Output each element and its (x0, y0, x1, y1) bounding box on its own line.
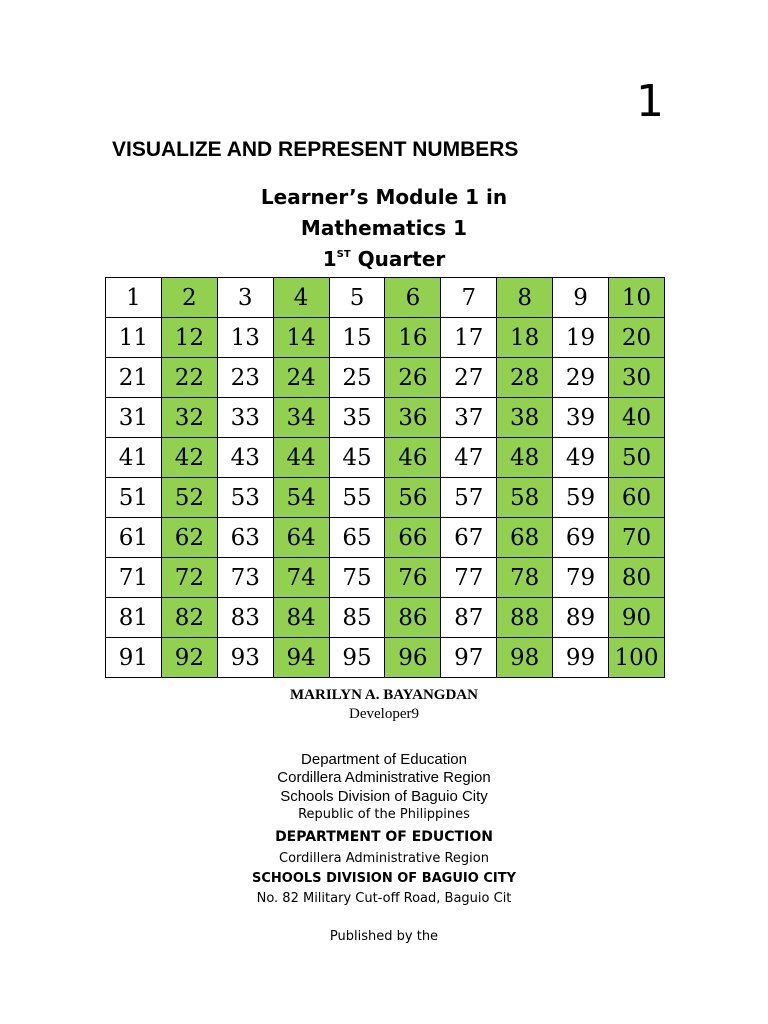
chart-cell: 3 (217, 278, 273, 318)
chart-cell: 89 (553, 598, 609, 638)
chart-cell: 95 (329, 638, 385, 678)
chart-cell: 58 (497, 478, 553, 518)
chart-cell: 75 (329, 558, 385, 598)
chart-cell: 83 (217, 598, 273, 638)
chart-cell: 99 (553, 638, 609, 678)
chart-cell: 79 (553, 558, 609, 598)
chart-cell: 44 (273, 438, 329, 478)
chart-row (106, 558, 665, 598)
publisher-division: Schools Division of Baguio City (280, 788, 488, 805)
chart-cell: 26 (385, 358, 441, 398)
department-heading: DEPARTMENT OF EDUCTION (275, 829, 493, 845)
chart-cell: 71 (106, 558, 162, 598)
chart-cell: 13 (217, 318, 273, 358)
chart-cell: 43 (217, 438, 273, 478)
chart-cell: 94 (273, 638, 329, 678)
chart-cell: 41 (106, 438, 162, 478)
chart-cell: 77 (441, 558, 497, 598)
chart-cell: 57 (441, 478, 497, 518)
chart-cell: 48 (497, 438, 553, 478)
chart-cell: 16 (385, 318, 441, 358)
chart-cell: 88 (497, 598, 553, 638)
chart-cell: 11 (106, 318, 162, 358)
chart-cell: 9 (553, 278, 609, 318)
chart-cell: 73 (217, 558, 273, 598)
chart-cell: 90 (609, 598, 665, 638)
module-title: VISUALIZE AND REPRESENT NUMBERS (112, 138, 519, 161)
chart-cell: 66 (385, 518, 441, 558)
chart-cell: 19 (553, 318, 609, 358)
chart-cell: 34 (273, 398, 329, 438)
chart-cell: 25 (329, 358, 385, 398)
chart-row (106, 358, 665, 398)
chart-cell: 70 (609, 518, 665, 558)
chart-cell: 56 (385, 478, 441, 518)
chart-cell: 21 (106, 358, 162, 398)
chart-cell: 37 (441, 398, 497, 438)
quarter-suffix: ST (336, 249, 351, 260)
chart-cell: 49 (553, 438, 609, 478)
published-by: Published by the (329, 929, 439, 944)
chart-cell: 81 (106, 598, 162, 638)
chart-cell: 80 (609, 558, 665, 598)
page-number: 1 (636, 76, 664, 127)
chart-cell: 4 (273, 278, 329, 318)
publisher-region: Cordillera Administrative Region (277, 769, 491, 786)
chart-cell: 67 (441, 518, 497, 558)
chart-cell: 50 (609, 438, 665, 478)
chart-cell: 31 (106, 398, 162, 438)
quarter-number: 1 (322, 247, 337, 271)
chart-cell: 1 (106, 278, 162, 318)
chart-cell: 33 (217, 398, 273, 438)
chart-cell: 51 (106, 478, 162, 518)
department-division: SCHOOLS DIVISION OF BAGUIO CITY (252, 871, 516, 886)
chart-cell: 36 (385, 398, 441, 438)
author-name: MARILYN A. BAYANGDAN (290, 687, 478, 703)
chart-cell: 2 (161, 278, 217, 318)
chart-cell: 45 (329, 438, 385, 478)
chart-cell: 42 (161, 438, 217, 478)
chart-cell: 39 (553, 398, 609, 438)
author-role: Developer9 (349, 706, 419, 722)
chart-cell: 35 (329, 398, 385, 438)
chart-row (106, 638, 665, 678)
chart-cell: 22 (161, 358, 217, 398)
chart-cell: 46 (385, 438, 441, 478)
chart-row (106, 398, 665, 438)
chart-cell: 55 (329, 478, 385, 518)
quarter-word: Quarter (357, 247, 446, 271)
chart-cell: 5 (329, 278, 385, 318)
chart-cell: 91 (106, 638, 162, 678)
chart-cell: 6 (385, 278, 441, 318)
chart-cell: 86 (385, 598, 441, 638)
chart-cell: 12 (161, 318, 217, 358)
chart-cell: 69 (553, 518, 609, 558)
chart-cell: 87 (441, 598, 497, 638)
chart-cell: 14 (273, 318, 329, 358)
chart-row (106, 518, 665, 558)
chart-cell: 17 (441, 318, 497, 358)
publisher-country: Republic of the Philippines (298, 807, 470, 822)
chart-cell: 15 (329, 318, 385, 358)
chart-cell: 62 (161, 518, 217, 558)
chart-cell: 27 (441, 358, 497, 398)
chart-cell: 10 (609, 278, 665, 318)
department-region: Cordillera Administrative Region (279, 851, 489, 866)
chart-cell: 82 (161, 598, 217, 638)
publisher-department: Department of Education (301, 751, 467, 768)
chart-cell: 32 (161, 398, 217, 438)
chart-cell: 54 (273, 478, 329, 518)
chart-cell: 8 (497, 278, 553, 318)
chart-cell: 7 (441, 278, 497, 318)
chart-cell: 40 (609, 398, 665, 438)
chart-cell: 98 (497, 638, 553, 678)
chart-cell: 59 (553, 478, 609, 518)
module-subject: Mathematics 1 (300, 216, 468, 240)
module-subtitle-line1: Learner’s Module 1 in (260, 185, 508, 209)
module-quarter (0, 246, 768, 272)
chart-cell: 64 (273, 518, 329, 558)
chart-cell: 63 (217, 518, 273, 558)
chart-cell: 68 (497, 518, 553, 558)
chart-row (106, 438, 665, 478)
chart-cell: 76 (385, 558, 441, 598)
chart-cell: 97 (441, 638, 497, 678)
chart-cell: 78 (497, 558, 553, 598)
chart-row (106, 478, 665, 518)
chart-cell: 38 (497, 398, 553, 438)
chart-cell: 84 (273, 598, 329, 638)
chart-cell: 29 (553, 358, 609, 398)
chart-cell: 53 (217, 478, 273, 518)
chart-cell: 92 (161, 638, 217, 678)
chart-cell: 30 (609, 358, 665, 398)
chart-cell: 72 (161, 558, 217, 598)
chart-row (106, 318, 665, 358)
chart-cell: 100 (609, 638, 665, 678)
chart-cell: 47 (441, 438, 497, 478)
chart-cell: 96 (385, 638, 441, 678)
chart-cell: 24 (273, 358, 329, 398)
chart-row (106, 278, 665, 318)
chart-cell: 23 (217, 358, 273, 398)
chart-cell: 18 (497, 318, 553, 358)
hundred-chart (105, 277, 665, 678)
chart-cell: 20 (609, 318, 665, 358)
chart-cell: 52 (161, 478, 217, 518)
chart-cell: 60 (609, 478, 665, 518)
chart-cell: 85 (329, 598, 385, 638)
chart-row (106, 598, 665, 638)
chart-cell: 74 (273, 558, 329, 598)
chart-cell: 93 (217, 638, 273, 678)
chart-cell: 61 (106, 518, 162, 558)
chart-cell: 65 (329, 518, 385, 558)
department-address: No. 82 Military Cut-off Road, Baguio Cit (256, 891, 512, 906)
chart-cell: 28 (497, 358, 553, 398)
